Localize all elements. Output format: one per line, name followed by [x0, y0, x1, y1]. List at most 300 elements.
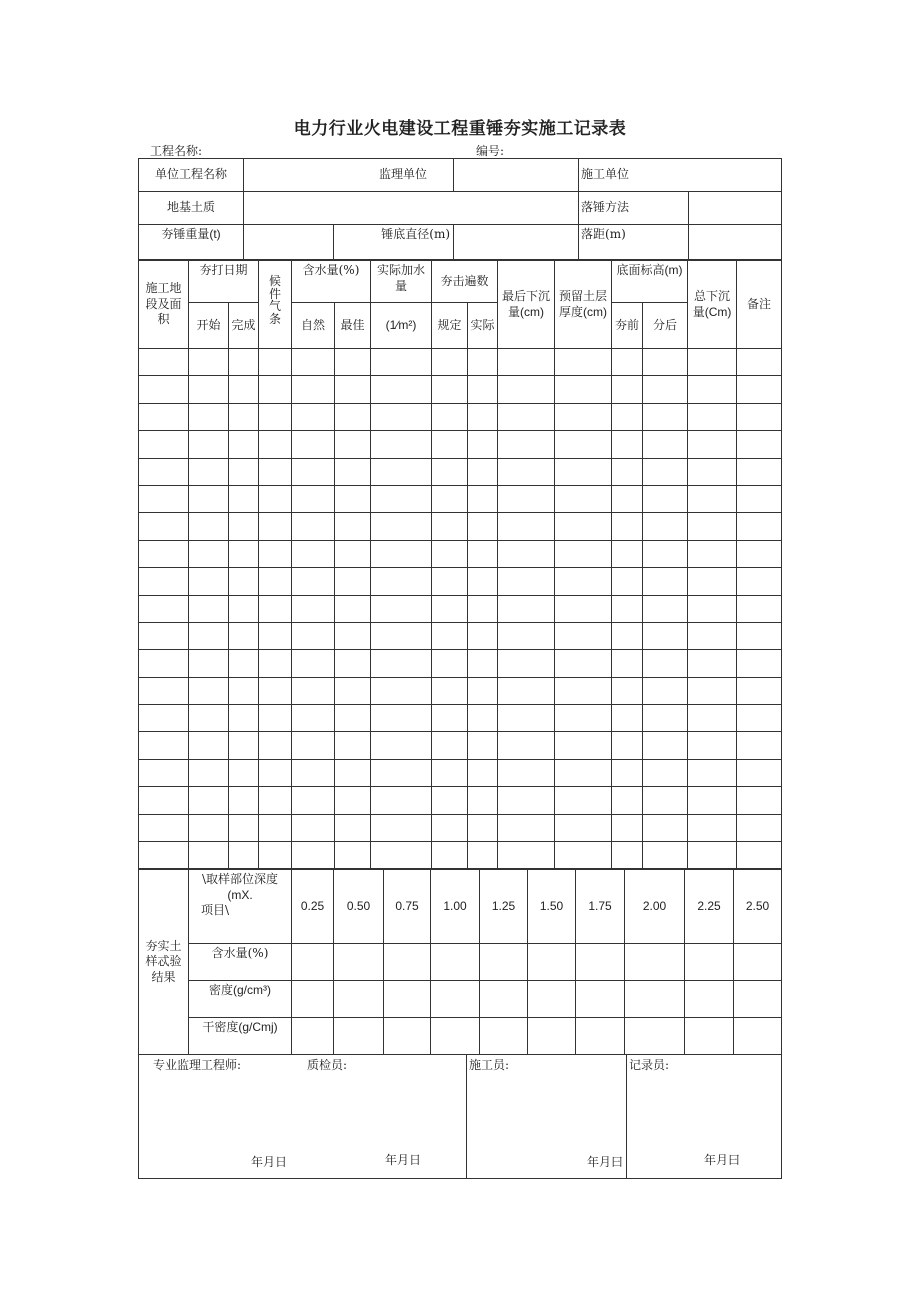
- supervisor-unit-value[interactable]: [454, 159, 579, 192]
- table-cell[interactable]: [259, 431, 292, 458]
- table-cell[interactable]: [737, 403, 782, 430]
- table-cell[interactable]: [292, 622, 335, 649]
- cell[interactable]: [625, 1018, 685, 1055]
- cell[interactable]: [292, 1018, 334, 1055]
- table-cell[interactable]: [335, 622, 371, 649]
- cell[interactable]: [431, 1018, 480, 1055]
- table-cell[interactable]: [335, 842, 371, 869]
- cell[interactable]: [480, 981, 528, 1018]
- table-cell[interactable]: [229, 568, 259, 595]
- table-cell[interactable]: [139, 513, 189, 540]
- table-cell[interactable]: [371, 485, 432, 512]
- table-cell[interactable]: [259, 568, 292, 595]
- table-cell[interactable]: [643, 677, 688, 704]
- table-cell[interactable]: [468, 759, 498, 786]
- table-cell[interactable]: [468, 485, 498, 512]
- table-cell[interactable]: [688, 485, 737, 512]
- table-cell[interactable]: [371, 622, 432, 649]
- cell[interactable]: [576, 981, 625, 1018]
- table-cell[interactable]: [139, 759, 189, 786]
- table-cell[interactable]: [335, 732, 371, 759]
- table-cell[interactable]: [335, 705, 371, 732]
- table-cell[interactable]: [612, 458, 643, 485]
- table-cell[interactable]: [643, 568, 688, 595]
- table-cell[interactable]: [139, 787, 189, 814]
- table-cell[interactable]: [737, 540, 782, 567]
- table-cell[interactable]: [688, 732, 737, 759]
- table-cell[interactable]: [555, 403, 612, 430]
- table-cell[interactable]: [259, 842, 292, 869]
- table-cell[interactable]: [468, 622, 498, 649]
- table-cell[interactable]: [139, 622, 189, 649]
- table-cell[interactable]: [139, 376, 189, 403]
- table-cell[interactable]: [468, 431, 498, 458]
- table-cell[interactable]: [432, 458, 468, 485]
- table-cell[interactable]: [139, 540, 189, 567]
- table-cell[interactable]: [737, 431, 782, 458]
- table-cell[interactable]: [468, 513, 498, 540]
- table-cell[interactable]: [139, 842, 189, 869]
- table-cell[interactable]: [335, 595, 371, 622]
- cell[interactable]: [334, 981, 384, 1018]
- table-cell[interactable]: [335, 485, 371, 512]
- table-cell[interactable]: [643, 595, 688, 622]
- table-cell[interactable]: [643, 622, 688, 649]
- signature-builder[interactable]: [467, 1055, 627, 1179]
- table-cell[interactable]: [555, 540, 612, 567]
- table-cell[interactable]: [371, 431, 432, 458]
- cell[interactable]: [576, 944, 625, 981]
- table-cell[interactable]: [371, 376, 432, 403]
- table-cell[interactable]: [371, 732, 432, 759]
- table-cell[interactable]: [259, 513, 292, 540]
- table-cell[interactable]: [498, 650, 555, 677]
- table-cell[interactable]: [189, 650, 229, 677]
- table-cell[interactable]: [688, 814, 737, 841]
- table-cell[interactable]: [468, 814, 498, 841]
- table-cell[interactable]: [737, 376, 782, 403]
- table-cell[interactable]: [139, 568, 189, 595]
- cell[interactable]: [734, 1018, 782, 1055]
- table-cell[interactable]: [259, 650, 292, 677]
- table-cell[interactable]: [371, 650, 432, 677]
- table-cell[interactable]: [468, 595, 498, 622]
- table-cell[interactable]: [189, 732, 229, 759]
- table-cell[interactable]: [371, 595, 432, 622]
- table-cell[interactable]: [259, 485, 292, 512]
- soil-quality-value[interactable]: [244, 192, 579, 225]
- table-cell[interactable]: [139, 349, 189, 376]
- table-cell[interactable]: [555, 349, 612, 376]
- table-cell[interactable]: [432, 349, 468, 376]
- table-cell[interactable]: [335, 458, 371, 485]
- table-cell[interactable]: [292, 842, 335, 869]
- table-cell[interactable]: [292, 376, 335, 403]
- table-cell[interactable]: [688, 349, 737, 376]
- table-cell[interactable]: [468, 705, 498, 732]
- table-cell[interactable]: [737, 842, 782, 869]
- table-cell[interactable]: [612, 431, 643, 458]
- cell[interactable]: [625, 944, 685, 981]
- table-cell[interactable]: [643, 458, 688, 485]
- cell[interactable]: [685, 1018, 734, 1055]
- cell[interactable]: [431, 981, 480, 1018]
- table-cell[interactable]: [612, 485, 643, 512]
- table-cell[interactable]: [688, 403, 737, 430]
- table-cell[interactable]: [737, 650, 782, 677]
- table-cell[interactable]: [737, 458, 782, 485]
- table-cell[interactable]: [498, 403, 555, 430]
- cell[interactable]: [625, 981, 685, 1018]
- table-cell[interactable]: [259, 677, 292, 704]
- table-cell[interactable]: [229, 513, 259, 540]
- table-cell[interactable]: [432, 814, 468, 841]
- table-cell[interactable]: [189, 814, 229, 841]
- table-cell[interactable]: [643, 431, 688, 458]
- table-cell[interactable]: [555, 485, 612, 512]
- cell[interactable]: [480, 944, 528, 981]
- table-cell[interactable]: [612, 677, 643, 704]
- table-cell[interactable]: [555, 705, 612, 732]
- table-cell[interactable]: [259, 705, 292, 732]
- table-cell[interactable]: [468, 842, 498, 869]
- table-cell[interactable]: [468, 376, 498, 403]
- table-cell[interactable]: [737, 814, 782, 841]
- table-cell[interactable]: [612, 759, 643, 786]
- table-cell[interactable]: [292, 431, 335, 458]
- table-cell[interactable]: [737, 622, 782, 649]
- cell[interactable]: [431, 944, 480, 981]
- table-cell[interactable]: [371, 814, 432, 841]
- table-cell[interactable]: [688, 787, 737, 814]
- table-cell[interactable]: [189, 431, 229, 458]
- cell[interactable]: [528, 981, 576, 1018]
- table-cell[interactable]: [292, 540, 335, 567]
- table-cell[interactable]: [688, 705, 737, 732]
- table-cell[interactable]: [189, 842, 229, 869]
- table-cell[interactable]: [612, 787, 643, 814]
- table-cell[interactable]: [643, 759, 688, 786]
- table-cell[interactable]: [612, 376, 643, 403]
- table-cell[interactable]: [688, 595, 737, 622]
- cell[interactable]: [480, 1018, 528, 1055]
- table-cell[interactable]: [229, 349, 259, 376]
- table-cell[interactable]: [259, 349, 292, 376]
- table-cell[interactable]: [189, 705, 229, 732]
- table-cell[interactable]: [737, 595, 782, 622]
- table-cell[interactable]: [259, 732, 292, 759]
- table-cell[interactable]: [688, 677, 737, 704]
- cell[interactable]: [576, 1018, 625, 1055]
- table-cell[interactable]: [688, 622, 737, 649]
- table-cell[interactable]: [371, 787, 432, 814]
- table-cell[interactable]: [468, 568, 498, 595]
- table-cell[interactable]: [737, 759, 782, 786]
- table-cell[interactable]: [292, 485, 335, 512]
- table-cell[interactable]: [335, 787, 371, 814]
- table-cell[interactable]: [432, 705, 468, 732]
- table-cell[interactable]: [498, 458, 555, 485]
- table-cell[interactable]: [612, 622, 643, 649]
- table-cell[interactable]: [643, 705, 688, 732]
- table-cell[interactable]: [432, 622, 468, 649]
- table-cell[interactable]: [189, 403, 229, 430]
- hammer-diameter-value[interactable]: [454, 225, 579, 260]
- table-cell[interactable]: [498, 513, 555, 540]
- table-cell[interactable]: [229, 622, 259, 649]
- table-cell[interactable]: [737, 568, 782, 595]
- table-cell[interactable]: [432, 485, 468, 512]
- table-cell[interactable]: [189, 595, 229, 622]
- table-cell[interactable]: [688, 376, 737, 403]
- cell[interactable]: [528, 944, 576, 981]
- table-cell[interactable]: [688, 842, 737, 869]
- table-cell[interactable]: [737, 349, 782, 376]
- table-cell[interactable]: [498, 732, 555, 759]
- table-cell[interactable]: [612, 650, 643, 677]
- cell[interactable]: [292, 981, 334, 1018]
- table-cell[interactable]: [371, 842, 432, 869]
- table-cell[interactable]: [612, 595, 643, 622]
- table-cell[interactable]: [555, 622, 612, 649]
- table-cell[interactable]: [189, 622, 229, 649]
- table-cell[interactable]: [688, 513, 737, 540]
- table-cell[interactable]: [335, 403, 371, 430]
- table-cell[interactable]: [612, 842, 643, 869]
- table-cell[interactable]: [468, 458, 498, 485]
- table-cell[interactable]: [335, 650, 371, 677]
- table-cell[interactable]: [139, 458, 189, 485]
- table-cell[interactable]: [229, 650, 259, 677]
- table-cell[interactable]: [468, 787, 498, 814]
- table-cell[interactable]: [555, 458, 612, 485]
- table-cell[interactable]: [468, 650, 498, 677]
- table-cell[interactable]: [335, 376, 371, 403]
- table-cell[interactable]: [335, 814, 371, 841]
- table-cell[interactable]: [432, 431, 468, 458]
- table-cell[interactable]: [335, 513, 371, 540]
- table-cell[interactable]: [643, 349, 688, 376]
- table-cell[interactable]: [371, 705, 432, 732]
- cell[interactable]: [334, 944, 384, 981]
- signature-supervisor-qc[interactable]: [139, 1055, 467, 1179]
- table-cell[interactable]: [189, 376, 229, 403]
- table-cell[interactable]: [555, 431, 612, 458]
- table-cell[interactable]: [259, 759, 292, 786]
- table-cell[interactable]: [643, 540, 688, 567]
- table-cell[interactable]: [643, 787, 688, 814]
- table-cell[interactable]: [189, 349, 229, 376]
- table-cell[interactable]: [229, 787, 259, 814]
- table-cell[interactable]: [432, 403, 468, 430]
- table-cell[interactable]: [498, 814, 555, 841]
- table-cell[interactable]: [189, 677, 229, 704]
- table-cell[interactable]: [468, 540, 498, 567]
- table-cell[interactable]: [259, 622, 292, 649]
- table-cell[interactable]: [555, 759, 612, 786]
- table-cell[interactable]: [259, 814, 292, 841]
- table-cell[interactable]: [555, 732, 612, 759]
- table-cell[interactable]: [229, 732, 259, 759]
- table-cell[interactable]: [498, 677, 555, 704]
- table-cell[interactable]: [612, 403, 643, 430]
- table-cell[interactable]: [371, 513, 432, 540]
- table-cell[interactable]: [292, 759, 335, 786]
- table-cell[interactable]: [498, 431, 555, 458]
- table-cell[interactable]: [189, 568, 229, 595]
- table-cell[interactable]: [612, 814, 643, 841]
- table-cell[interactable]: [189, 787, 229, 814]
- table-cell[interactable]: [371, 677, 432, 704]
- table-cell[interactable]: [737, 732, 782, 759]
- table-cell[interactable]: [555, 376, 612, 403]
- table-cell[interactable]: [737, 787, 782, 814]
- table-cell[interactable]: [229, 458, 259, 485]
- table-cell[interactable]: [498, 705, 555, 732]
- table-cell[interactable]: [229, 595, 259, 622]
- table-cell[interactable]: [498, 842, 555, 869]
- table-cell[interactable]: [432, 787, 468, 814]
- table-cell[interactable]: [259, 458, 292, 485]
- table-cell[interactable]: [292, 403, 335, 430]
- table-cell[interactable]: [688, 568, 737, 595]
- table-cell[interactable]: [612, 568, 643, 595]
- cell[interactable]: [384, 1018, 431, 1055]
- table-cell[interactable]: [612, 513, 643, 540]
- table-cell[interactable]: [643, 485, 688, 512]
- table-cell[interactable]: [737, 705, 782, 732]
- table-cell[interactable]: [498, 485, 555, 512]
- table-cell[interactable]: [498, 622, 555, 649]
- table-cell[interactable]: [292, 705, 335, 732]
- table-cell[interactable]: [432, 568, 468, 595]
- table-cell[interactable]: [335, 431, 371, 458]
- table-cell[interactable]: [139, 814, 189, 841]
- table-cell[interactable]: [189, 458, 229, 485]
- table-cell[interactable]: [229, 842, 259, 869]
- table-cell[interactable]: [498, 759, 555, 786]
- table-cell[interactable]: [555, 787, 612, 814]
- table-cell[interactable]: [259, 595, 292, 622]
- table-cell[interactable]: [688, 458, 737, 485]
- table-cell[interactable]: [292, 677, 335, 704]
- table-cell[interactable]: [643, 732, 688, 759]
- signature-recorder[interactable]: [627, 1055, 782, 1179]
- table-cell[interactable]: [292, 650, 335, 677]
- table-cell[interactable]: [555, 814, 612, 841]
- table-cell[interactable]: [432, 842, 468, 869]
- table-cell[interactable]: [139, 650, 189, 677]
- table-cell[interactable]: [292, 458, 335, 485]
- table-cell[interactable]: [229, 431, 259, 458]
- table-cell[interactable]: [229, 403, 259, 430]
- table-cell[interactable]: [259, 403, 292, 430]
- table-cell[interactable]: [555, 595, 612, 622]
- table-cell[interactable]: [335, 540, 371, 567]
- table-cell[interactable]: [498, 376, 555, 403]
- table-cell[interactable]: [371, 568, 432, 595]
- table-cell[interactable]: [335, 677, 371, 704]
- table-cell[interactable]: [612, 705, 643, 732]
- table-cell[interactable]: [643, 650, 688, 677]
- table-cell[interactable]: [371, 349, 432, 376]
- table-cell[interactable]: [643, 403, 688, 430]
- drop-method-value[interactable]: [689, 192, 782, 225]
- table-cell[interactable]: [139, 732, 189, 759]
- table-cell[interactable]: [468, 349, 498, 376]
- table-cell[interactable]: [555, 650, 612, 677]
- table-cell[interactable]: [555, 568, 612, 595]
- cell[interactable]: [384, 981, 431, 1018]
- cell[interactable]: [734, 944, 782, 981]
- table-cell[interactable]: [371, 403, 432, 430]
- table-cell[interactable]: [259, 787, 292, 814]
- table-cell[interactable]: [229, 540, 259, 567]
- table-cell[interactable]: [292, 787, 335, 814]
- cell[interactable]: [685, 944, 734, 981]
- table-cell[interactable]: [555, 677, 612, 704]
- table-cell[interactable]: [432, 732, 468, 759]
- table-cell[interactable]: [189, 485, 229, 512]
- table-cell[interactable]: [259, 540, 292, 567]
- table-cell[interactable]: [643, 842, 688, 869]
- table-cell[interactable]: [432, 540, 468, 567]
- table-cell[interactable]: [335, 759, 371, 786]
- table-cell[interactable]: [432, 677, 468, 704]
- table-cell[interactable]: [371, 540, 432, 567]
- table-cell[interactable]: [139, 677, 189, 704]
- table-cell[interactable]: [292, 595, 335, 622]
- table-cell[interactable]: [189, 759, 229, 786]
- table-cell[interactable]: [229, 677, 259, 704]
- cell[interactable]: [734, 981, 782, 1018]
- table-cell[interactable]: [432, 759, 468, 786]
- table-cell[interactable]: [498, 787, 555, 814]
- table-cell[interactable]: [139, 595, 189, 622]
- cell[interactable]: [528, 1018, 576, 1055]
- table-cell[interactable]: [371, 458, 432, 485]
- table-cell[interactable]: [139, 485, 189, 512]
- table-cell[interactable]: [688, 431, 737, 458]
- table-cell[interactable]: [737, 485, 782, 512]
- table-cell[interactable]: [498, 540, 555, 567]
- table-cell[interactable]: [371, 759, 432, 786]
- cell[interactable]: [334, 1018, 384, 1055]
- table-cell[interactable]: [737, 677, 782, 704]
- table-cell[interactable]: [259, 376, 292, 403]
- table-cell[interactable]: [139, 403, 189, 430]
- table-cell[interactable]: [229, 705, 259, 732]
- table-cell[interactable]: [468, 677, 498, 704]
- table-cell[interactable]: [292, 732, 335, 759]
- table-cell[interactable]: [292, 513, 335, 540]
- table-cell[interactable]: [229, 485, 259, 512]
- table-cell[interactable]: [432, 513, 468, 540]
- table-cell[interactable]: [335, 349, 371, 376]
- table-cell[interactable]: [432, 595, 468, 622]
- table-cell[interactable]: [468, 403, 498, 430]
- unit-project-value[interactable]: [244, 159, 454, 192]
- table-cell[interactable]: [335, 568, 371, 595]
- table-cell[interactable]: [189, 540, 229, 567]
- table-cell[interactable]: [432, 650, 468, 677]
- table-cell[interactable]: [292, 814, 335, 841]
- table-cell[interactable]: [612, 349, 643, 376]
- cell[interactable]: [685, 981, 734, 1018]
- table-cell[interactable]: [189, 513, 229, 540]
- table-cell[interactable]: [643, 376, 688, 403]
- table-cell[interactable]: [498, 568, 555, 595]
